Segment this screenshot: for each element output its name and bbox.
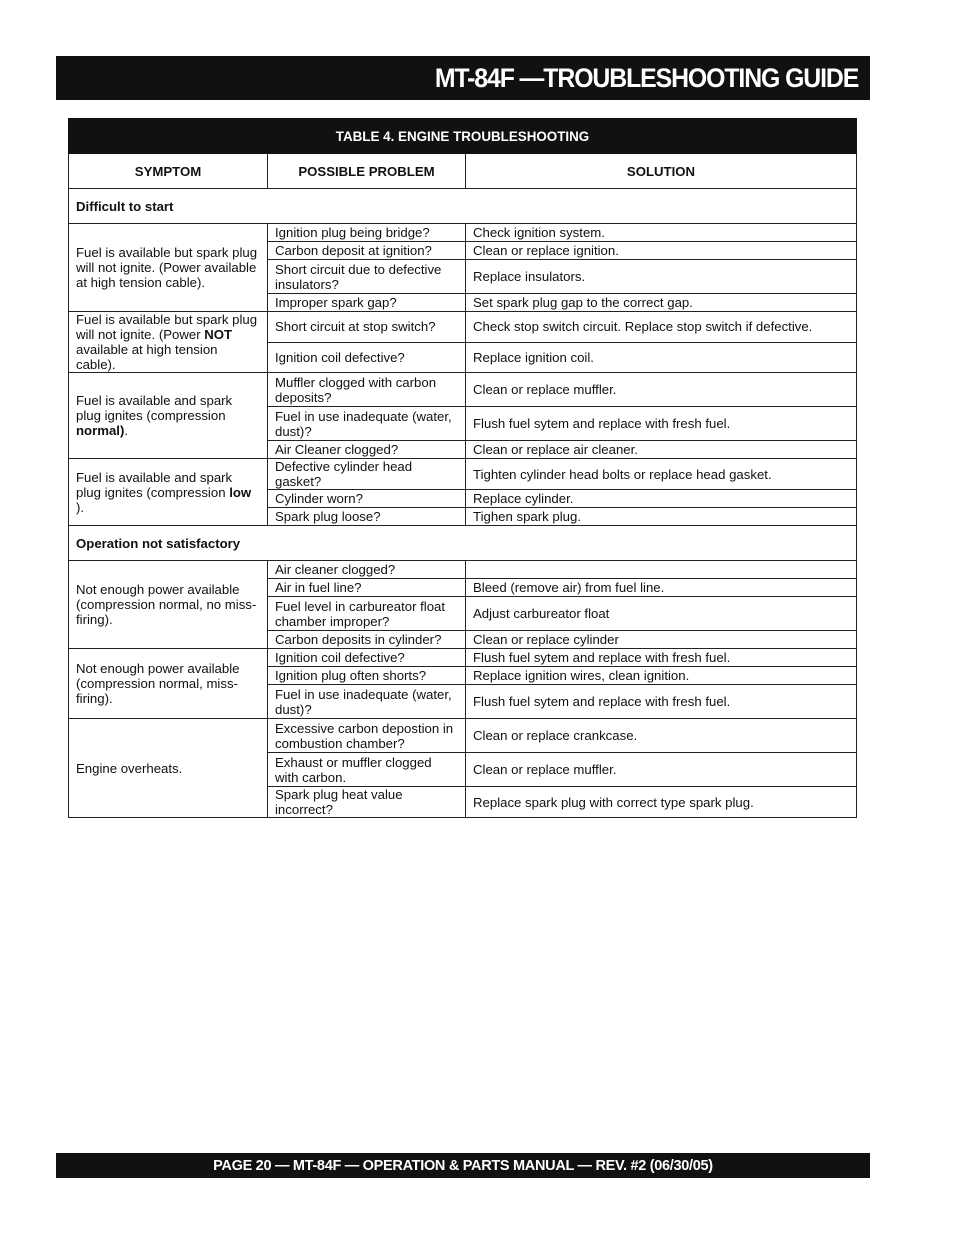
problem-cell: Defective cylinder head gasket?	[268, 459, 466, 490]
symptom-cell	[69, 459, 268, 526]
symptom-text: ).	[76, 499, 85, 515]
solution-cell: Set spark plug gap to the correct gap.	[466, 294, 857, 312]
problem-cell: Ignition coil defective?	[268, 342, 466, 373]
problem-cell: Spark plug loose?	[268, 508, 466, 526]
symptom-text: Fuel is available and spark plug ignites (compression	[76, 469, 233, 500]
table-row	[69, 561, 857, 579]
symptom-text: Not enough power available (compression normal, no miss-firing).	[76, 582, 257, 627]
problem-cell: Carbon deposits in cylinder?	[268, 631, 466, 649]
solution-cell: Flush fuel sytem and replace with fresh fuel.	[466, 685, 857, 719]
problem-cell: Improper spark gap?	[268, 294, 466, 312]
symptom-text: .	[124, 423, 129, 438]
solution-cell: Flush fuel sytem and replace with fresh fuel.	[466, 407, 857, 441]
symptom-cell	[69, 719, 268, 818]
table-caption: TABLE 4. ENGINE TROUBLESHOOTING	[69, 119, 857, 154]
problem-cell: Short circuit due to defective insulators?	[268, 260, 466, 294]
solution-cell: Clean or replace muffler.	[466, 373, 857, 407]
page-footer	[56, 1153, 870, 1178]
symptom-text: Fuel is available but spark plug will not ignite. (Power available at high tension cable).	[76, 245, 258, 290]
problem-cell: Fuel in use inadequate (water, dust)?	[268, 685, 466, 719]
symptom-text: normal)	[76, 423, 125, 438]
footer-text: PAGE 20 — MT-84F — OPERATION & PARTS MANUAL — REV. #2 (06/30/05)	[213, 1157, 713, 1174]
page-header	[56, 56, 870, 100]
problem-cell: Exhaust or muffler clogged with carbon.	[268, 753, 466, 787]
solution-cell: Clean or replace ignition.	[466, 242, 857, 260]
problem-cell: Carbon deposit at ignition?	[268, 242, 466, 260]
problem-cell: Fuel in use inadequate (water, dust)?	[268, 407, 466, 441]
symptom-cell	[69, 561, 268, 649]
problem-cell: Muffler clogged with carbon deposits?	[268, 373, 466, 407]
symptom-text: Not enough power available (compression normal, miss-firing).	[76, 661, 240, 706]
solution-cell: Clean or replace air cleaner.	[466, 441, 857, 459]
table-row	[69, 649, 857, 667]
problem-cell: Excessive carbon depostion in combustion chamber?	[268, 719, 466, 753]
column-header-solution: SOLUTION	[466, 154, 857, 189]
symptom-cell	[69, 649, 268, 719]
problem-cell: Air in fuel line?	[268, 579, 466, 597]
solution-cell: Replace cylinder.	[466, 490, 857, 508]
solution-cell: Replace insulators.	[466, 260, 857, 294]
table-row	[69, 224, 857, 242]
problem-cell: Ignition plug often shorts?	[268, 667, 466, 685]
solution-cell: Flush fuel sytem and replace with fresh fuel.	[466, 649, 857, 667]
symptom-text: NOT	[204, 327, 233, 342]
solution-cell: Replace spark plug with correct type spark plug.	[466, 787, 857, 818]
solution-cell: Clean or replace crankcase.	[466, 719, 857, 753]
table-row	[69, 312, 857, 343]
section-row	[69, 526, 857, 561]
problem-cell: Short circuit at stop switch?	[268, 312, 466, 343]
problem-cell: Spark plug heat value incorrect?	[268, 787, 466, 818]
table-header-row	[69, 154, 857, 189]
symptom-text: low	[229, 484, 252, 500]
problem-cell: Cylinder worn?	[268, 490, 466, 508]
solution-cell: Bleed (remove air) from fuel line.	[466, 579, 857, 597]
problem-cell: Air cleaner clogged?	[268, 561, 466, 579]
symptom-text: Engine overheats.	[76, 760, 183, 776]
page-title: MT-84F —TROUBLESHOOTING GUIDE	[434, 62, 858, 93]
symptom-text: Fuel is available and spark plug ignites (compression	[76, 393, 233, 423]
section-title: Difficult to start	[69, 189, 857, 224]
solution-cell: Replace ignition wires, clean ignition.	[466, 667, 857, 685]
solution-cell: Tighten cylinder head bolts or replace head gasket.	[466, 459, 857, 490]
problem-cell: Air Cleaner clogged?	[268, 441, 466, 459]
column-header-symptom: SYMPTOM	[69, 154, 268, 189]
problem-cell: Fuel level in carbureator float chamber improper?	[268, 597, 466, 631]
table-row	[69, 719, 857, 753]
problem-cell: Ignition coil defective?	[268, 649, 466, 667]
solution-cell: Check ignition system.	[466, 224, 857, 242]
table-row	[69, 373, 857, 407]
column-header-possible-problem: POSSIBLE PROBLEM	[268, 154, 466, 189]
solution-cell: Clean or replace muffler.	[466, 753, 857, 787]
solution-cell: Clean or replace cylinder	[466, 631, 857, 649]
table-row	[69, 459, 857, 490]
solution-cell: Tighen spark plug.	[466, 508, 857, 526]
symptom-text: available at high tension cable).	[76, 342, 218, 372]
section-title: Operation not satisfactory	[69, 526, 857, 561]
solution-cell: Replace ignition coil.	[466, 342, 857, 373]
symptom-cell	[69, 312, 268, 373]
solution-cell: Adjust carbureator float	[466, 597, 857, 631]
symptom-cell	[69, 224, 268, 312]
table-caption-row	[69, 119, 857, 154]
solution-cell	[466, 561, 857, 579]
problem-cell: Ignition plug being bridge?	[268, 224, 466, 242]
solution-cell: Check stop switch circuit. Replace stop switch if defective.	[466, 312, 857, 343]
section-row	[69, 189, 857, 224]
symptom-cell	[69, 373, 268, 459]
symptom-text: Fuel is available but spark plug will not ignite. (Power	[76, 312, 258, 342]
table-body	[69, 189, 857, 818]
engine-troubleshooting-table	[68, 118, 857, 818]
